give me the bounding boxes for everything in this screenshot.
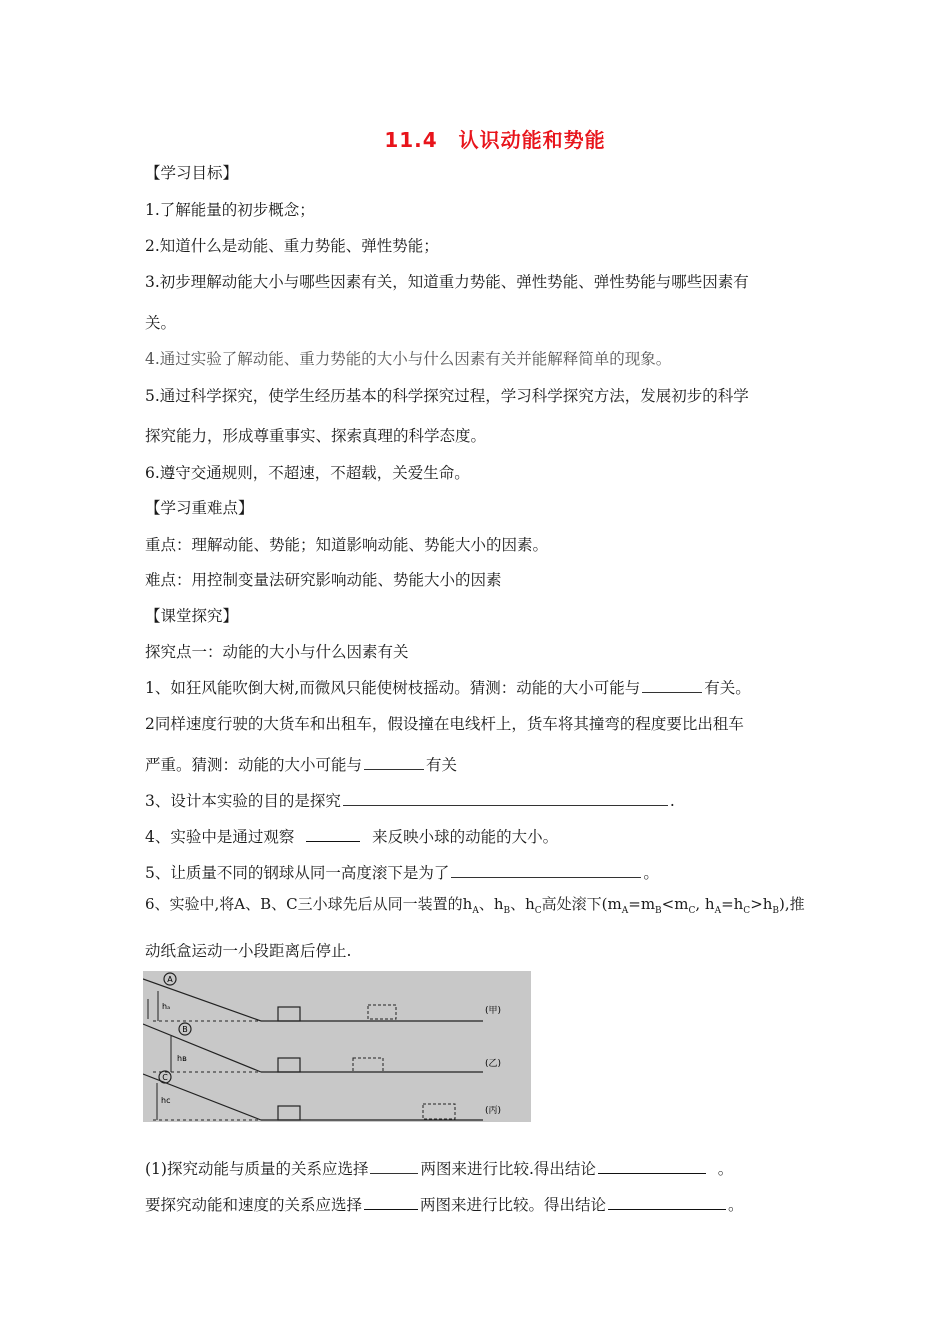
difficulty-header: 【学习重难点】 bbox=[145, 499, 254, 517]
answer-blank[interactable] bbox=[598, 1159, 706, 1174]
question-text: 1、如狂风能吹倒大树,而微风只能使树枝摇动。猜测：动能的大小可能与 bbox=[145, 679, 641, 697]
question-2: 2同样速度行驶的大货车和出租车，假设撞在电线杆上，货车将其撞弯的程度要比出租车 bbox=[145, 715, 744, 733]
answer-blank[interactable] bbox=[642, 678, 702, 693]
question-text: 、h bbox=[478, 895, 504, 913]
question-2-cont bbox=[145, 755, 457, 775]
height-label: hʙ bbox=[177, 1054, 187, 1063]
figure-row-bing bbox=[143, 1071, 501, 1120]
explore-point-title: 探究点一：动能的大小与什么因素有关 bbox=[145, 643, 409, 661]
question-4 bbox=[145, 827, 558, 847]
subscript: C bbox=[743, 906, 751, 916]
figure-label: (丙) bbox=[485, 1106, 502, 1116]
question-6 bbox=[145, 894, 805, 921]
figure-row-jia bbox=[143, 973, 501, 1021]
answer-blank[interactable] bbox=[451, 863, 641, 878]
answer-blank[interactable] bbox=[364, 755, 424, 770]
paper-box bbox=[278, 1007, 300, 1021]
answer-blank[interactable] bbox=[608, 1195, 726, 1210]
question-text: 6、实验中,将A、B、C三小球先后从同一装置的h bbox=[145, 895, 473, 913]
sub-question-2 bbox=[145, 1195, 744, 1215]
goal-item: 6.遵守交通规则，不超速，不超载，关爱生命。 bbox=[145, 464, 470, 482]
question-text: <m bbox=[661, 895, 689, 913]
goal-item: 关。 bbox=[145, 314, 177, 332]
goal-item: 2.知道什么是动能、重力势能、弹性势能； bbox=[145, 237, 439, 255]
key-point: 重点：理解动能、势能；知道影响动能、势能大小的因素。 bbox=[145, 536, 549, 554]
sub-question-1 bbox=[145, 1159, 733, 1179]
explore-header: 【课堂探究】 bbox=[145, 607, 239, 625]
question-text: 5、让质量不同的钢球从同一高度滚下是为了 bbox=[145, 864, 450, 882]
subscript: B bbox=[503, 906, 511, 916]
moved-box bbox=[368, 1005, 396, 1019]
subscript: A bbox=[621, 906, 629, 916]
question-6-cont: 动纸盒运动一小段距离后停止. bbox=[145, 942, 352, 960]
question-text: 要探究动能和速度的关系应选择 bbox=[145, 1196, 363, 1214]
paper-box bbox=[278, 1058, 300, 1072]
question-text: . bbox=[669, 792, 675, 810]
subscript: A bbox=[714, 906, 722, 916]
question-text: 3、设计本实验的目的是探究 bbox=[145, 792, 341, 810]
question-text: 有关。 bbox=[704, 679, 751, 697]
goal-item: 4.通过实验了解动能、重力势能的大小与什么因素有关并能解释简单的现象。 bbox=[145, 350, 672, 368]
subscript: A bbox=[472, 906, 479, 916]
goal-item: 5.通过科学探究，使学生经历基本的科学探究过程，学习科学探究方法，发展初步的科学 bbox=[145, 387, 749, 405]
figure-row-yi bbox=[143, 1023, 501, 1072]
question-text: 、h bbox=[510, 895, 535, 913]
goal-item: 探究能力，形成尊重事实、探索真理的科学态度。 bbox=[145, 427, 487, 445]
question-text: 4、实验中是通过观察 bbox=[145, 828, 295, 846]
page-title: 11.4 认识动能和势能 bbox=[384, 128, 606, 152]
subscript: C bbox=[534, 906, 542, 916]
question-5 bbox=[145, 863, 659, 883]
answer-blank[interactable] bbox=[364, 1195, 418, 1210]
question-text: 高处滚下(m bbox=[541, 895, 622, 913]
hard-point: 难点：用控制变量法研究影响动能、势能大小的因素 bbox=[145, 571, 502, 589]
answer-blank[interactable] bbox=[370, 1159, 418, 1174]
ball-b-label: B bbox=[182, 1025, 188, 1034]
moved-box bbox=[353, 1058, 383, 1072]
ball-c-label: C bbox=[162, 1073, 168, 1082]
answer-blank[interactable] bbox=[306, 827, 360, 842]
question-1 bbox=[145, 678, 751, 698]
question-text: >h bbox=[750, 895, 773, 913]
answer-blank[interactable] bbox=[343, 791, 668, 806]
goal-item: 3.初步理解动能大小与哪些因素有关，知道重力势能、弹性势能、弹性势能与哪些因素有 bbox=[145, 273, 749, 291]
subscript: B bbox=[772, 906, 780, 916]
height-label: hₐ bbox=[162, 1002, 171, 1011]
subscript: B bbox=[655, 906, 662, 916]
ball-a-label: A bbox=[167, 975, 173, 984]
question-text: 。 bbox=[643, 864, 659, 882]
paper-box bbox=[278, 1106, 300, 1120]
question-text: 有关 bbox=[426, 756, 458, 774]
question-text: 严重。猜测：动能的大小可能与 bbox=[145, 756, 363, 774]
question-text: =m bbox=[628, 895, 656, 913]
goals-header: 【学习目标】 bbox=[145, 164, 239, 182]
question-text: =h bbox=[721, 895, 744, 913]
question-text: 。 bbox=[728, 1196, 744, 1214]
subscript: C bbox=[688, 906, 696, 916]
figure-label: (乙) bbox=[485, 1059, 502, 1069]
figure-label: (甲) bbox=[485, 1006, 502, 1016]
moved-box bbox=[423, 1104, 455, 1119]
goal-item: 1.了解能量的初步概念； bbox=[145, 201, 315, 219]
question-text: 两图来进行比较。得出结论 bbox=[420, 1196, 607, 1214]
question-text: , h bbox=[695, 895, 715, 913]
question-3 bbox=[145, 791, 675, 811]
question-text: 来反映小球的动能的大小。 bbox=[372, 828, 559, 846]
question-text: 。 bbox=[717, 1160, 734, 1178]
question-text: ),推 bbox=[779, 895, 805, 913]
height-label: hc bbox=[161, 1096, 171, 1105]
question-text: (1)探究动能与质量的关系应选择 bbox=[145, 1160, 369, 1178]
experiment-figure bbox=[143, 971, 531, 1122]
question-text: 两图来进行比较.得出结论 bbox=[420, 1160, 596, 1178]
